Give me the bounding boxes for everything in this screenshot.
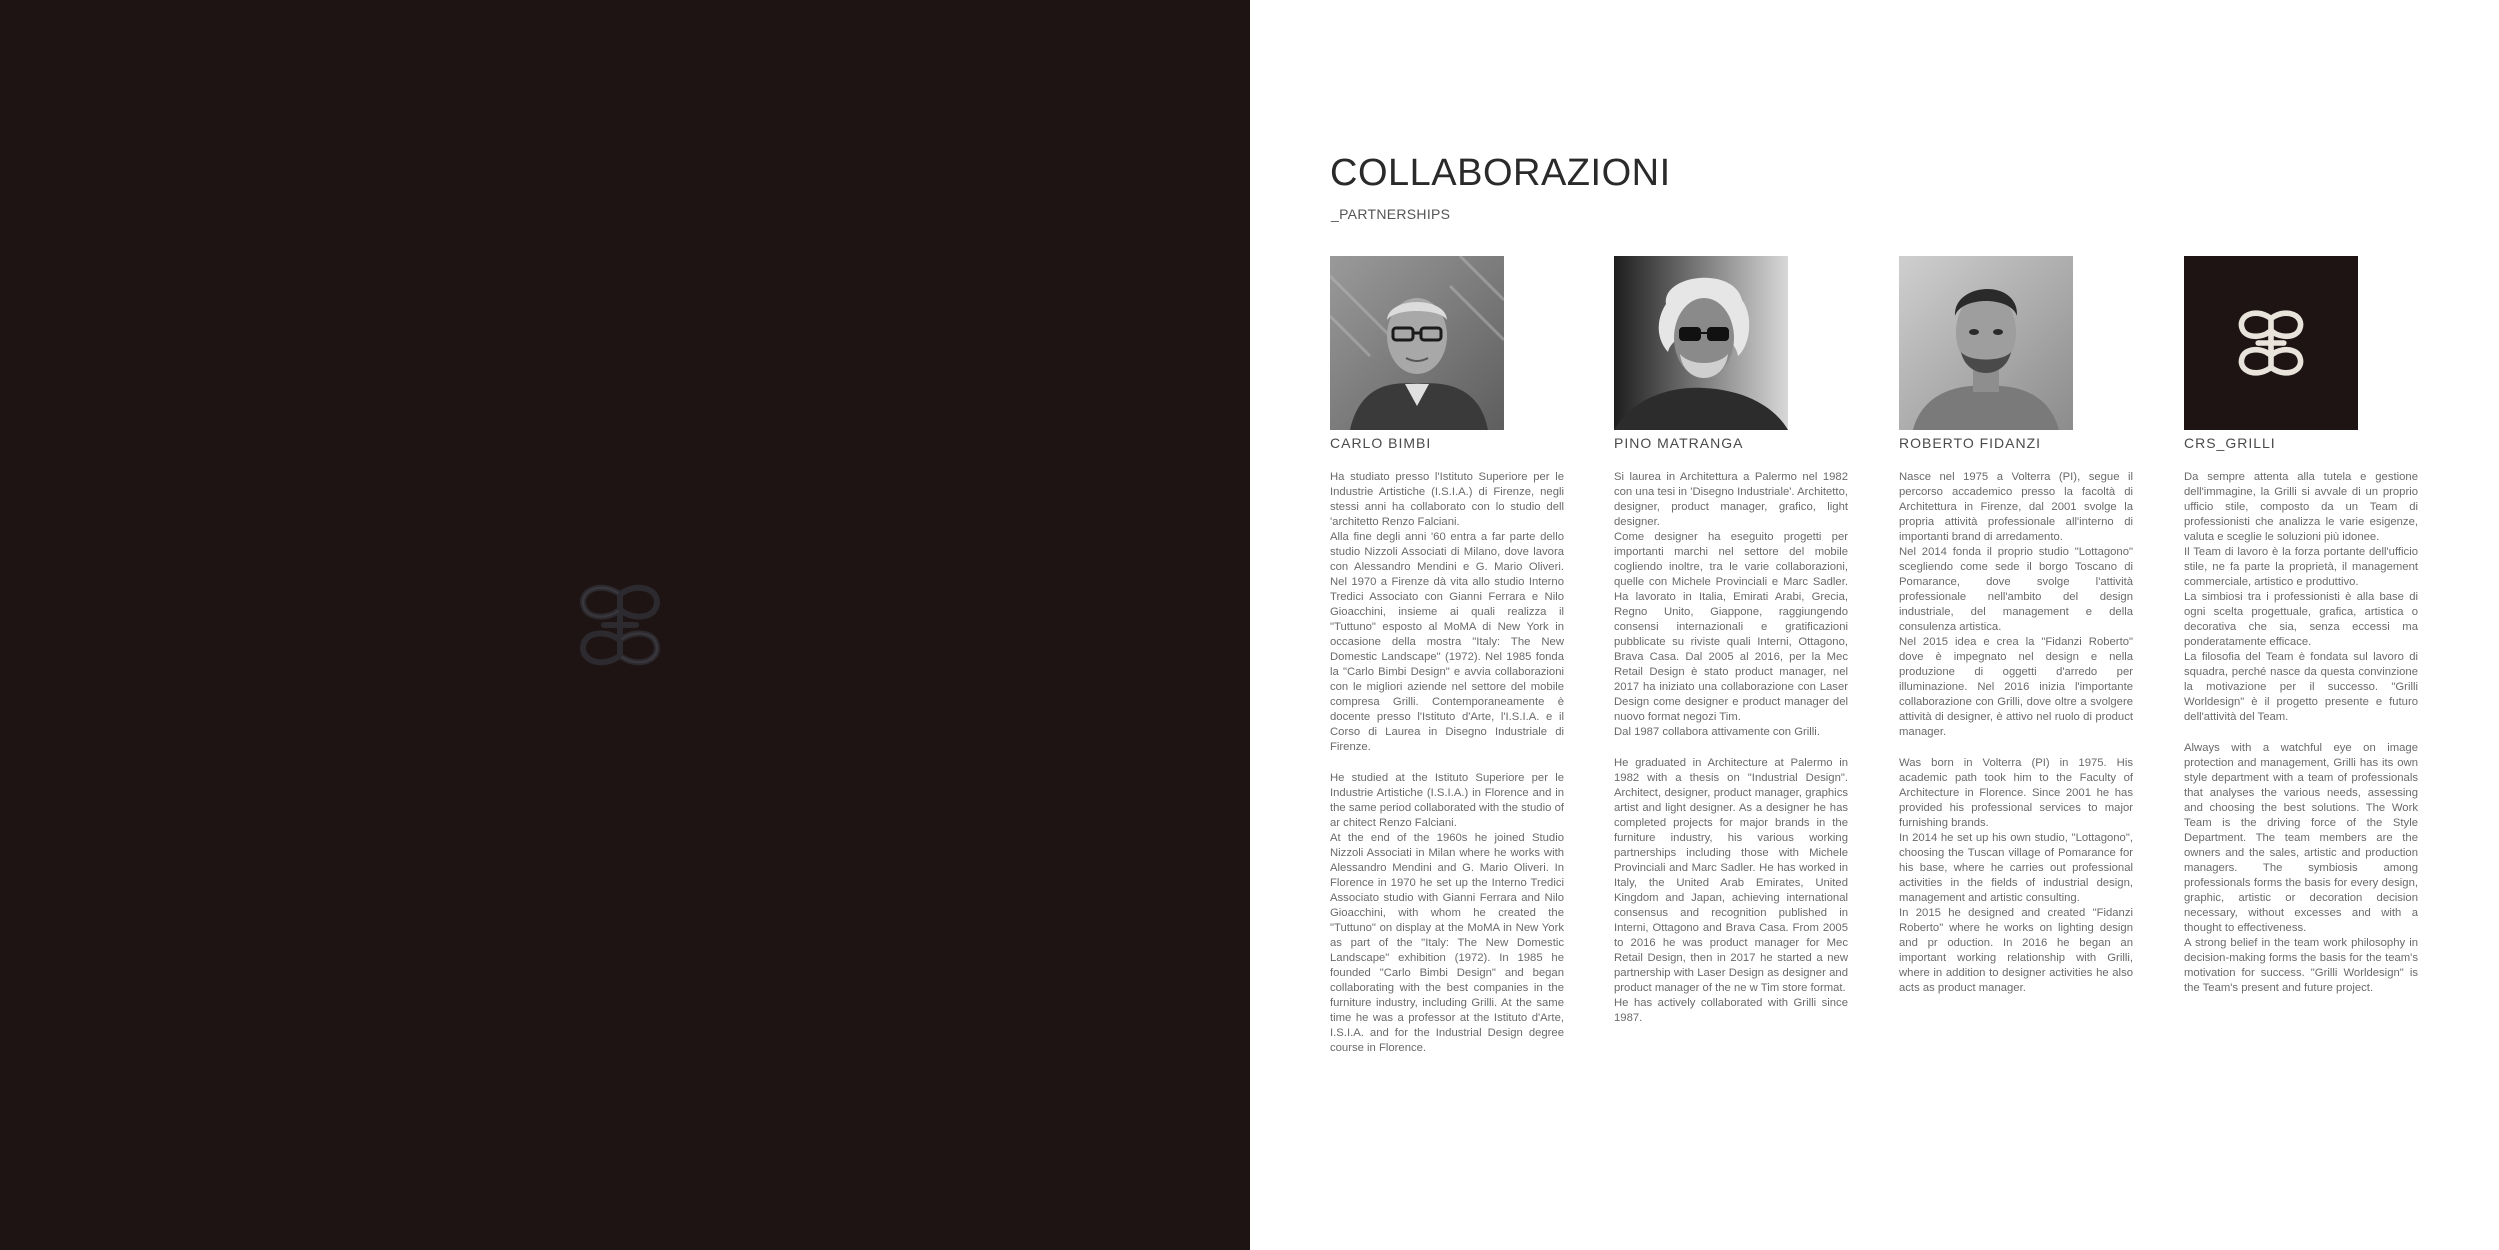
portrait-roberto-fidanzi	[1899, 256, 2073, 430]
collaborator-pino-matranga	[1614, 256, 1848, 1026]
collaborator-name: ROBERTO FIDANZI	[1899, 435, 2042, 451]
bio-english: He graduated in Architecture at Palermo in 1982 with a thesis on "Industrial Design". Architect, designer, product manager, graphics artist and light designer. As a designer he has completed projects for major brands in the furniture industry, his various working partnerships including those with Michele Provinciali and Marc Sadler. He has worked in Italy, the United Arab Emirates, United Kingdom and Japan, achieving international consensus and recognition published in Interni, Ottagono and Brava Casa. From 2005 to 2016 he was product manager for Mec Retail Design, then in 2017 he started a new partnership with Laser Design as designer and product manager of the ne w Tim store format. He has actively collaborated with Grilli since 1987.	[1614, 757, 1848, 1024]
grilli-logo-icon	[570, 575, 670, 675]
collaborator-roberto-fidanzi	[1899, 256, 2133, 996]
bio-italian: Si laurea in Architettura a Palermo nel 1982 con una tesi in 'Disegno Industriale'. Architetto, designer, product manager, grafico, light designer. Come designer ha eseguito progetti per importanti marchi nel settore del mobile cogliendo inoltre, tra le varie collaborazioni, quelle con Michele Provinciali e Marc Sadler. Ha lavorato in Italia, Emirati Arabi, Grecia, Regno Unito, Giappone, raggiungendo consensi internazionali e gratificazioni pubblicate su riviste quali Interni, Ottagono, Brava Casa. Dal 2005 al 2016, per la Mec Retail Design è stato product manager, nel 2017 ha iniziato una collaborazione con Laser Design come designer e product manager del nuovo format negozi Tim. Dal 1987 collabora attivamente con Grilli.	[1614, 471, 1848, 738]
bio-english: Was born in Volterra (PI) in 1975. His academic path took him to the Faculty of Architecture in Florence. Since 2001 he has provided his professional services to major furnishing brands. In 2014 he set up his own studio, "Lottagono", choosing the Tuscan village of Pomarance for his base, where he carries out professional activities in the fields of industrial design, management and artistic consulting. In 2015 he designed and created "Fidanzi Roberto" where he works on lighting design and pr oduction. In 2016 he began an important working relationship with Grilli, where in addition to designer activities he also acts as product manager.	[1899, 757, 2133, 994]
collaborator-name: CRS_GRILLI	[2184, 435, 2276, 451]
bio-english: He studied at the Istituto Superiore per le Industrie Artistiche (I.S.I.A.) in Florence and in the same period collaborated with the studio of ar chitect Renzo Falciani. At the end of the 1960s he joined Studio Nizzoli Associati in Milan where he works with Alessandro Mendini and G. Mario Oliveri. In Florence in 1970 he set up the Interno Tredici Associato studio with Gianni Ferrara and Nilo Gioacchini, with whom he created the "Tuttuno" on display at the MoMA in New York as part of the "Italy: The New Domestic Landscape" exhibition (1972). In 1985 he founded "Carlo Bimbi Design" and began collaborating with the best companies in the furniture industry, including Grilli. At the same time he was a professor at the Istituto d'Arte, I.S.I.A. and for the Industrial Design degree course in Florence.	[1330, 772, 1564, 1054]
collaborator-carlo-bimbi	[1330, 256, 1564, 1056]
collaborator-crs-grilli	[2184, 256, 2418, 996]
bio-italian: Ha studiato presso l'Istituto Superiore per le Industrie Artistiche (I.S.I.A.) di Firenze, negli stessi anni ha collaborato con lo studio dell 'architetto Renzo Falciani. Alla fine degli anni '60 entra a far parte dello studio Nizzoli Associati di Milano, dove lavora con Alessandro Mendini e G. Mario Oliveri. Nel 1970 a Firenze dà vita allo studio Interno Tredici Associato con Gianni Ferrara e Nilo Gioacchini, insieme ai quali realizza il "Tuttuno" esposto al MoMA di New York in occasione della mostra "Italy: The New Domestic Landscape" (1972). Nel 1985 fonda la "Carlo Bimbi Design" e avvia collaborazioni con le migliori aziende nel settore del mobile compresa Grilli. Contemporaneamente è docente presso l'Istituto d'Arte, l'I.S.I.A. e il Corso di Laurea in Disegno Industriale di Firenze.	[1330, 471, 1564, 753]
bio-italian: Nasce nel 1975 a Volterra (PI), segue il percorso accademico presso la facoltà di Architettura in Firenze, dal 2001 svolge la propria attività professionale all'interno di importanti brand di arredamento. Nel 2014 fonda il proprio studio "Lottagono" scegliendo come sede il borgo Toscano di Pomarance, dove svolge l'attività professionale nell'ambito del design industriale, del management e della consulenza artistica. Nel 2015 idea e crea la "Fidanzi Roberto" dove è impegnato nel design e nella produzione di oggetti d'arredo per illuminazione. Nel 2016 inizia l'importante collaborazione con Grilli, dove oltre a svolgere attività di designer, è attivo nel ruolo di product manager.	[1899, 471, 2133, 738]
page-title: COLLABORAZIONI	[1330, 152, 1671, 194]
portrait-pino-matranga	[1614, 256, 1788, 430]
grilli-logo-tile-icon	[2184, 256, 2358, 430]
collaborator-name: CARLO BIMBI	[1330, 435, 1432, 451]
collaborator-name: PINO MATRANGA	[1614, 435, 1744, 451]
bio-english: Always with a watchful eye on image protection and management, Grilli has its own style department with a team of professionals that analyses the various needs, assessing and choosing the best solutions. The Work Team is the driving force of the Style Department. The team members are the owners and the sales, artistic and production managers. The symbiosis among professionals forms the basis for every design, graphic, artistic or decoration decision necessary, without excesses and with a thought to effectiveness. A strong belief in the team work philosophy in decision-making forms the basis for the team's motivation for success. "Grilli Worldesign" is the Team's present and future project.	[2184, 742, 2418, 994]
bio-italian: Da sempre attenta alla tutela e gestione dell'immagine, la Grilli si avvale di un proprio ufficio stile, composto da un Team di professionisti che analizza le varie esigenze, valuta e sceglie le soluzioni più idonee. Il Team di lavoro è la forza portante dell'ufficio stile, ne fa parte la proprietà, il management commerciale, artistico e produttivo. La simbiosi tra i professionisti è alla base di ogni scelta progettuale, grafica, artistica o decorativa che sia, senza eccessi ma ponderatamente efficace. La filosofia del Team è fondata sul lavoro di squadra, perché nasce da questa convinzione la motivazione per il successo. "Grilli Worldesign" è il progetto presente e futuro dell'attività del Team.	[2184, 471, 2418, 723]
page-subtitle: _PARTNERSHIPS	[1331, 206, 1451, 222]
portrait-carlo-bimbi	[1330, 256, 1504, 430]
right-page	[1250, 0, 2499, 1250]
